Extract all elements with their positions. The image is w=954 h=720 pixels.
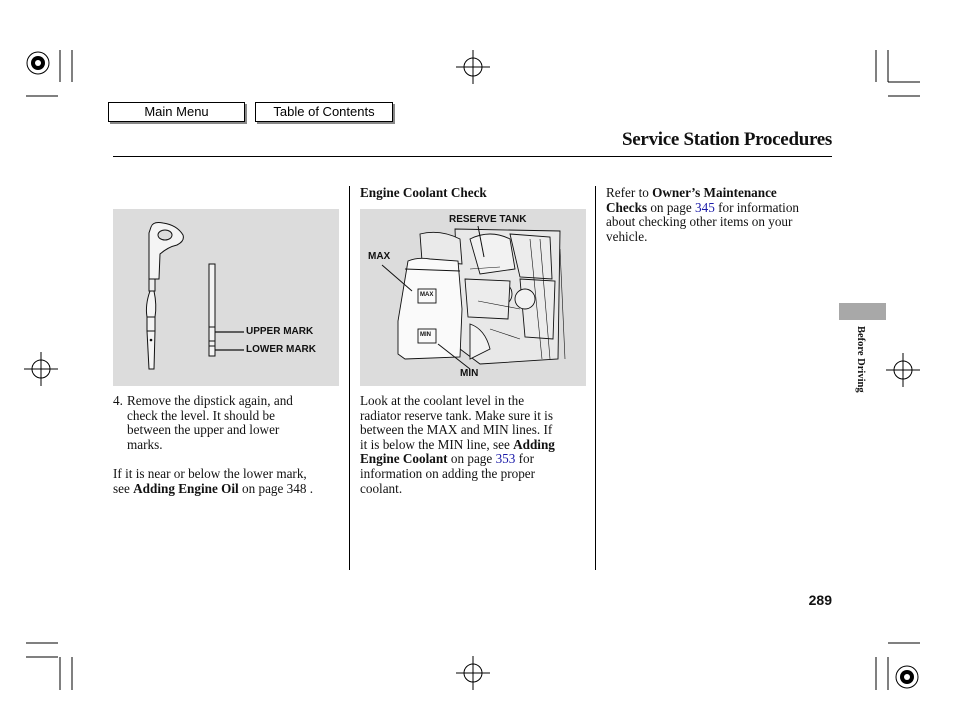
page-number: 289 bbox=[808, 592, 832, 608]
section-tab-label: Before Driving bbox=[855, 326, 866, 393]
text-span: it is below the MIN line, see bbox=[360, 436, 514, 452]
note-text: see bbox=[113, 480, 134, 496]
note-line: If it is near or below the lower mark, bbox=[113, 466, 307, 481]
text-line bbox=[360, 452, 592, 467]
page-345-link[interactable]: 345 bbox=[695, 199, 715, 215]
step-line: marks. bbox=[127, 436, 163, 452]
text-line bbox=[606, 186, 836, 201]
adding-engine-oil-link[interactable]: Adding Engine Oil bbox=[133, 480, 239, 496]
note-text: . bbox=[306, 480, 314, 496]
reserve-tank-label: RESERVE TANK bbox=[449, 214, 527, 225]
adding-engine-coolant-link[interactable]: Engine Coolant bbox=[360, 451, 448, 467]
engine-bay-illustration bbox=[360, 209, 586, 386]
text-line: information on adding the proper bbox=[360, 465, 536, 481]
text-line bbox=[360, 438, 592, 453]
text-span: on page bbox=[447, 451, 496, 467]
page-ref[interactable]: 348 bbox=[286, 480, 307, 496]
header-rule bbox=[113, 156, 832, 157]
min-label: MIN bbox=[460, 368, 479, 379]
coolant-figure bbox=[360, 209, 586, 386]
owners-maintenance-link[interactable]: Checks bbox=[606, 199, 648, 215]
coolant-heading: Engine Coolant Check bbox=[360, 185, 487, 200]
lower-mark-label: LOWER MARK bbox=[246, 344, 316, 355]
dipstick-figure bbox=[113, 209, 339, 386]
text-line: about checking other items on your bbox=[606, 214, 793, 230]
section-tab bbox=[839, 303, 886, 320]
step-line: check the level. It should be bbox=[127, 407, 275, 423]
text-span: Refer to bbox=[606, 185, 653, 200]
adding-engine-coolant-link[interactable]: Adding bbox=[513, 436, 555, 452]
dipstick-illustration bbox=[113, 209, 339, 386]
refer-text bbox=[606, 186, 836, 244]
upper-mark-label: UPPER MARK bbox=[246, 326, 314, 337]
coolant-text bbox=[360, 394, 592, 496]
tank-max-marking: MAX bbox=[420, 292, 434, 298]
text-line: between the MAX and MIN lines. If bbox=[360, 422, 553, 438]
max-label: MAX bbox=[368, 251, 391, 262]
text-line: coolant. bbox=[360, 480, 403, 496]
table-of-contents-button[interactable]: Table of Contents bbox=[255, 102, 393, 122]
page-title: Service Station Procedures bbox=[622, 129, 832, 150]
step-line: between the upper and lower bbox=[127, 422, 280, 438]
oil-note bbox=[113, 467, 349, 496]
text-span: for bbox=[515, 451, 535, 467]
tank-min-marking: MIN bbox=[420, 332, 431, 338]
text-line: radiator reserve tank. Make sure it is bbox=[360, 407, 553, 423]
text-line: Look at the coolant level in the bbox=[360, 393, 525, 408]
step-number: 4. bbox=[113, 393, 123, 408]
page-353-link[interactable]: 353 bbox=[495, 451, 516, 467]
column-divider bbox=[349, 186, 350, 570]
text-span: on page bbox=[647, 199, 696, 215]
note-line bbox=[113, 482, 349, 497]
main-menu-button[interactable]: Main Menu bbox=[108, 102, 245, 122]
step-4 bbox=[113, 394, 345, 452]
text-line bbox=[606, 201, 836, 216]
note-text: on page bbox=[238, 480, 287, 496]
text-span: for information bbox=[714, 199, 800, 215]
step-line: Remove the dipstick again, and bbox=[127, 393, 293, 408]
column-divider bbox=[595, 186, 596, 570]
owners-maintenance-link[interactable]: Owner’s Maintenance bbox=[652, 185, 777, 200]
text-line: vehicle. bbox=[606, 228, 648, 244]
